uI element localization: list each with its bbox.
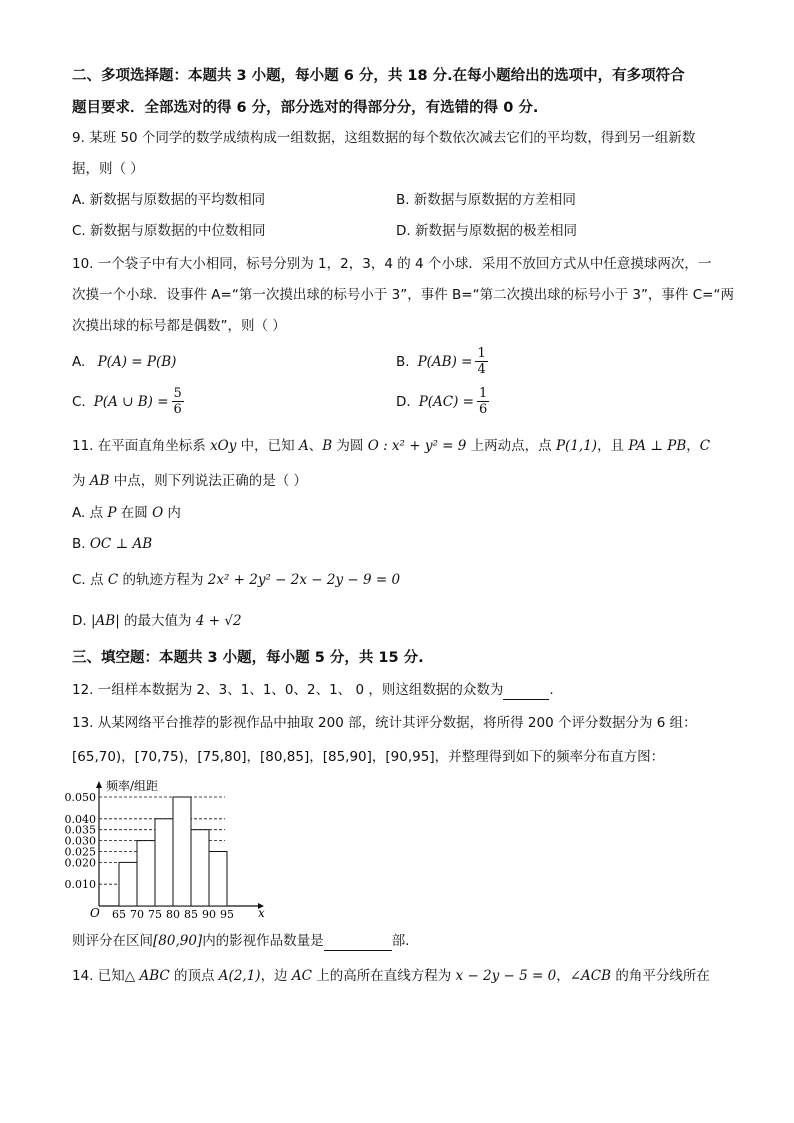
q11-text: ， bbox=[686, 438, 700, 454]
q14-side-ac: AC bbox=[291, 968, 312, 984]
q10-line1: 10. 一个袋子中有大小相同，标号分别为 1，2，3，4 的 4 个小球．采用不放回方式从中任意摸球两次，一 bbox=[72, 256, 712, 272]
x-tick-label: 85 bbox=[184, 908, 198, 921]
q11-option-c-text: 的轨迹方程为 bbox=[118, 572, 208, 588]
q14-angle: ∠ACB bbox=[569, 968, 612, 984]
q10-option-c-label: C. bbox=[72, 393, 86, 410]
q11-option-a-text: A. 点 bbox=[72, 505, 108, 521]
q13-line3 bbox=[72, 931, 409, 951]
q11-option-d-label: D. bbox=[72, 613, 91, 629]
q11-option-a-o: O bbox=[152, 505, 164, 521]
q9-line1: 9. 某班 50 个同学的数学成绩构成一组数据，这组数据的每个数依次减去它们的平均数，得到另一组新数 bbox=[72, 130, 696, 146]
q10-option-d-fraction bbox=[477, 386, 489, 417]
y-axis-arrow bbox=[96, 781, 102, 788]
q11-option-a-text: 在圆 bbox=[116, 505, 153, 521]
q11-text: ，且 bbox=[597, 438, 629, 454]
q13-text: 内的影视作品数量是 bbox=[202, 933, 324, 949]
q11-option-d-abs: |AB| bbox=[90, 613, 120, 629]
q10-line2: 次摸一个小球．设事件 A=“第一次摸出球的标号小于 3”，事件 B=“第二次摸出球的标号小于 3”，事件 C=“两 bbox=[72, 287, 734, 303]
q11-circle-equation: O : x² + y² = 9 bbox=[367, 438, 467, 454]
q10-option-d-denominator: 6 bbox=[479, 402, 488, 417]
q10-option-d-label: D. bbox=[396, 393, 411, 410]
q10-option-b-expr: P(AB) = bbox=[417, 353, 473, 370]
histogram-bar bbox=[173, 797, 191, 906]
q11-text: 、 bbox=[308, 438, 323, 454]
q11-segment-ab: AB bbox=[89, 473, 110, 489]
q10-option-c bbox=[72, 386, 184, 417]
q10-option-c-expr: P(A ∪ B) = bbox=[93, 393, 169, 410]
q11-line1 bbox=[72, 436, 710, 456]
x-tick-label: 80 bbox=[166, 908, 180, 921]
y-tick-label: 0.050 bbox=[64, 791, 96, 804]
q11-point-a: A bbox=[298, 438, 309, 454]
q11-xoy: xOy bbox=[210, 438, 237, 454]
q12-line bbox=[72, 680, 554, 700]
q11-text: 中，已知 bbox=[236, 438, 299, 454]
section3-header: 三、填空题：本题共 3 小题，每小题 5 分，共 15 分. bbox=[72, 650, 424, 666]
q11-point-c: C bbox=[699, 438, 711, 454]
q11-point-b: B bbox=[322, 438, 333, 454]
q9-option-c: C. 新数据与原数据的中位数相同 bbox=[72, 223, 266, 239]
q9-option-b: B. 新数据与原数据的方差相同 bbox=[396, 192, 576, 208]
q12-answer-blank bbox=[503, 685, 549, 700]
q11-option-a-p: P bbox=[107, 505, 117, 521]
q11-option-c-text: C. 点 bbox=[72, 572, 108, 588]
y-tick-label: 0.035 bbox=[64, 823, 96, 837]
q11-option-a-text: 内 bbox=[163, 505, 181, 521]
q11-text: 上两动点，点 bbox=[466, 438, 556, 454]
x-tick-label: 65 bbox=[112, 908, 126, 921]
q10-option-b-numerator: 1 bbox=[477, 346, 486, 361]
q9-option-a: A. 新数据与原数据的平均数相同 bbox=[72, 192, 266, 208]
y-axis-label: 频率/组距 bbox=[106, 779, 159, 793]
x-tick-label: 90 bbox=[202, 908, 216, 921]
y-tick-label: 0.020 bbox=[64, 856, 96, 870]
q13-line2: [65,70)，[70,75)，[75,80]，[80,85]，[85,90]，[90,95]，并整理得到如下的频率分布直方图： bbox=[72, 749, 665, 765]
q10-option-b-label: B. bbox=[396, 353, 410, 370]
q10-option-d-expr: P(AC) = bbox=[418, 393, 474, 410]
histogram-bar bbox=[155, 819, 173, 906]
q14-text: ， bbox=[556, 968, 570, 984]
q10-option-d-numerator: 1 bbox=[479, 386, 488, 401]
q10-line3: 次摸出球的标号都是偶数”，则（ ） bbox=[72, 318, 286, 334]
y-tick-label: 0.025 bbox=[64, 845, 96, 859]
q14-text: 上的高所在直线方程为 bbox=[311, 968, 456, 984]
q10-option-c-fraction bbox=[172, 386, 184, 417]
x-tick-label: 75 bbox=[148, 908, 162, 921]
origin-label: O bbox=[90, 906, 100, 920]
x-tick-label: 95 bbox=[220, 908, 234, 921]
q11-option-d bbox=[72, 611, 242, 631]
frequency-histogram bbox=[64, 778, 270, 924]
q10-option-c-numerator: 5 bbox=[173, 386, 182, 401]
q11-text: 11. 在平面直角坐标系 bbox=[72, 438, 211, 454]
q11-option-d-text: 的最大值为 bbox=[119, 613, 196, 629]
q11-text: 中点，则下列说法正确的是（ ） bbox=[109, 473, 308, 489]
q11-option-b-expr: OC ⊥ AB bbox=[89, 536, 153, 552]
q11-text: 为圆 bbox=[332, 438, 368, 454]
q13-text: 部. bbox=[391, 933, 410, 949]
histogram-bar bbox=[191, 830, 209, 906]
q10-option-a-expr: P(A) = P(B) bbox=[97, 354, 177, 370]
q11-option-c bbox=[72, 570, 400, 590]
q11-text: 为 bbox=[72, 473, 90, 489]
histogram-bar bbox=[119, 862, 137, 906]
q13-interval: [80,90] bbox=[153, 933, 203, 949]
q10-option-b-fraction bbox=[475, 346, 487, 377]
q10-option-b-denominator: 4 bbox=[477, 362, 486, 377]
q14-text: 的顶点 bbox=[169, 968, 219, 984]
q11-option-c-expr: 2x² + 2y² − 2x − 2y − 9 = 0 bbox=[207, 572, 401, 588]
section2-header-line2: 题目要求．全部选对的得 6 分，部分选对的得部分分，有选错的得 0 分. bbox=[72, 100, 539, 116]
q10-option-b bbox=[396, 346, 488, 377]
q11-perpendicular: PA ⊥ PB bbox=[628, 438, 687, 454]
q12-end: . bbox=[549, 682, 554, 698]
q14-text: 14. 已知 bbox=[72, 968, 125, 984]
q9-option-d: D. 新数据与原数据的极差相同 bbox=[396, 223, 577, 239]
q11-option-c-c: C bbox=[107, 572, 119, 588]
section2-header-line1: 二、多项选择题：本题共 3 小题，每小题 6 分，共 18 分.在每小题给出的选项中，有多项符合 bbox=[72, 68, 685, 84]
q13-answer-blank bbox=[324, 936, 392, 951]
y-tick-label: 0.030 bbox=[64, 834, 96, 848]
q14-line-equation: x − 2y − 5 = 0 bbox=[455, 968, 557, 984]
q13-line1: 13. 从某网络平台推荐的影视作品中抽取 200 部，统计其评分数据，将所得 200 个评分数据分为 6 组： bbox=[72, 715, 697, 731]
x-axis-label: x bbox=[258, 906, 265, 920]
q10-option-d bbox=[396, 386, 489, 417]
q10-option-a-label: A. bbox=[72, 354, 86, 370]
q12-text: 12. 一组样本数据为 2、3、1、1、0、2、1、 0 ，则这组数据的众数为 bbox=[72, 682, 504, 698]
q11-line2 bbox=[72, 471, 307, 491]
x-tick-label: 70 bbox=[130, 908, 144, 921]
q9-line2: 据，则（ ） bbox=[72, 161, 144, 177]
q11-option-d-expr: 4 + √2 bbox=[195, 613, 242, 629]
q14-triangle: △ ABC bbox=[124, 968, 170, 984]
q11-option-b bbox=[72, 534, 152, 554]
q10-option-c-denominator: 6 bbox=[173, 402, 182, 417]
q14-point-a: A(2,1) bbox=[218, 968, 261, 984]
histogram-bar bbox=[137, 841, 155, 906]
y-tick-label: 0.040 bbox=[64, 812, 96, 826]
q14-line1 bbox=[72, 966, 710, 986]
q13-text: 则评分在区间 bbox=[72, 933, 153, 949]
q11-option-b-label: B. bbox=[72, 536, 90, 552]
histogram-bar bbox=[209, 852, 227, 907]
q14-text: ，边 bbox=[260, 968, 292, 984]
q10-option-a bbox=[72, 352, 176, 372]
q11-point-p: P(1,1) bbox=[555, 438, 598, 454]
y-tick-label: 0.010 bbox=[64, 878, 96, 892]
q11-option-a bbox=[72, 503, 181, 523]
q14-text: 的角平分线所在 bbox=[611, 968, 710, 984]
